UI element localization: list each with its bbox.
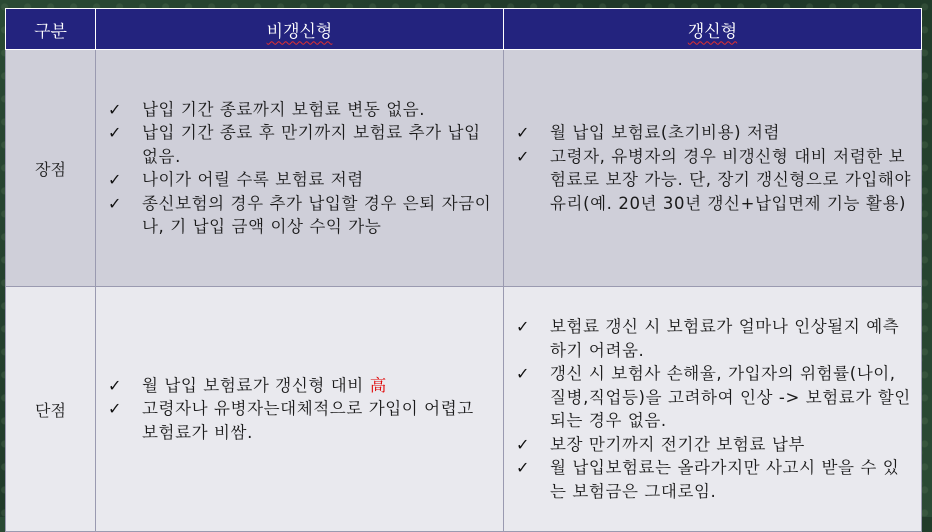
checkmark-icon: ✓ — [516, 434, 531, 454]
list-item: ✓ 보장 만기까지 전기간 보험료 납부 — [514, 433, 911, 457]
list-item: ✓ 월 납입 보험료가 갱신형 대비 高 — [106, 374, 493, 398]
header-row — [6, 9, 922, 50]
checkmark-icon: ✓ — [516, 364, 531, 383]
checkmark-icon: ✓ — [108, 170, 123, 189]
list-item: ✓ 월 납입보험료는 올라가지만 사고시 받을 수 있는 보험금은 그대로임. — [516, 458, 900, 501]
pros-non-renewable-list — [106, 98, 493, 239]
list-item: ✓ 고령자, 유병자의 경우 비갱신형 대비 저렴한 보험료로 보장 가능. 단, 장기 갱신형으로 가입해야 유리(예. 20년 30년 갱신+납입면제 기능 활용) — [516, 146, 911, 213]
checkmark-icon: ✓ — [516, 458, 531, 477]
list-item: ✓ 종신보험의 경우 추가 납입할 경우 은퇴 자금이나, 기 납입 금액 이상 수익 가능 — [108, 193, 492, 236]
list-item: ✓ 나이가 어릴 수록 보험료 저렴 — [106, 168, 493, 192]
checkmark-icon: ✓ — [108, 99, 123, 119]
pros-renewable-cell — [504, 50, 922, 287]
checkmark-icon: ✓ — [516, 146, 531, 166]
insurance-comparison-table — [5, 8, 922, 532]
checkmark-icon: ✓ — [108, 399, 123, 419]
checkmark-icon: ✓ — [108, 375, 123, 395]
checkmark-icon: ✓ — [108, 193, 123, 213]
cons-renewable-list — [514, 315, 911, 503]
cons-non-renewable-cell — [96, 287, 504, 532]
checkmark-icon: ✓ — [516, 317, 531, 336]
list-item: ✓ 보험료 갱신 시 보험료가 얼마나 인상될지 예측하기 어려움. — [516, 317, 900, 360]
header-category: 구분 — [6, 9, 96, 50]
header-non-renewable: 비갱신형 — [96, 9, 504, 50]
header-renewable: 갱신형 — [504, 9, 922, 50]
comparison-table-frame — [5, 8, 921, 506]
list-item: ✓ 납입 기간 종료 후 만기까지 보험료 추가 납입 없음. — [108, 123, 481, 166]
pros-renewable-list — [514, 121, 911, 215]
list-item: ✓ 월 납입 보험료(초기비용) 저렴 — [514, 121, 911, 145]
cons-row — [6, 287, 922, 532]
cons-label: 단점 — [6, 287, 96, 532]
list-item: ✓ 갱신 시 보험사 손해율, 가입자의 위험률(나이,질병,직업등)을 고려하여 인상 -> 보험료가 할인되는 경우 없음. — [516, 364, 911, 430]
pros-row — [6, 50, 922, 287]
emphasis-high: 高 — [369, 375, 387, 395]
cons-non-renewable-list — [106, 374, 493, 445]
checkmark-icon: ✓ — [108, 123, 123, 142]
pros-non-renewable-cell — [96, 50, 504, 287]
list-item: ✓ 납입 기간 종료까지 보험료 변동 없음. — [106, 98, 493, 122]
cons-renewable-cell — [504, 287, 922, 532]
pros-label: 장점 — [6, 50, 96, 287]
checkmark-icon: ✓ — [516, 123, 531, 142]
list-item: ✓ 고령자나 유병자는대체적으로 가입이 어렵고 보험료가 비쌈. — [108, 399, 474, 442]
